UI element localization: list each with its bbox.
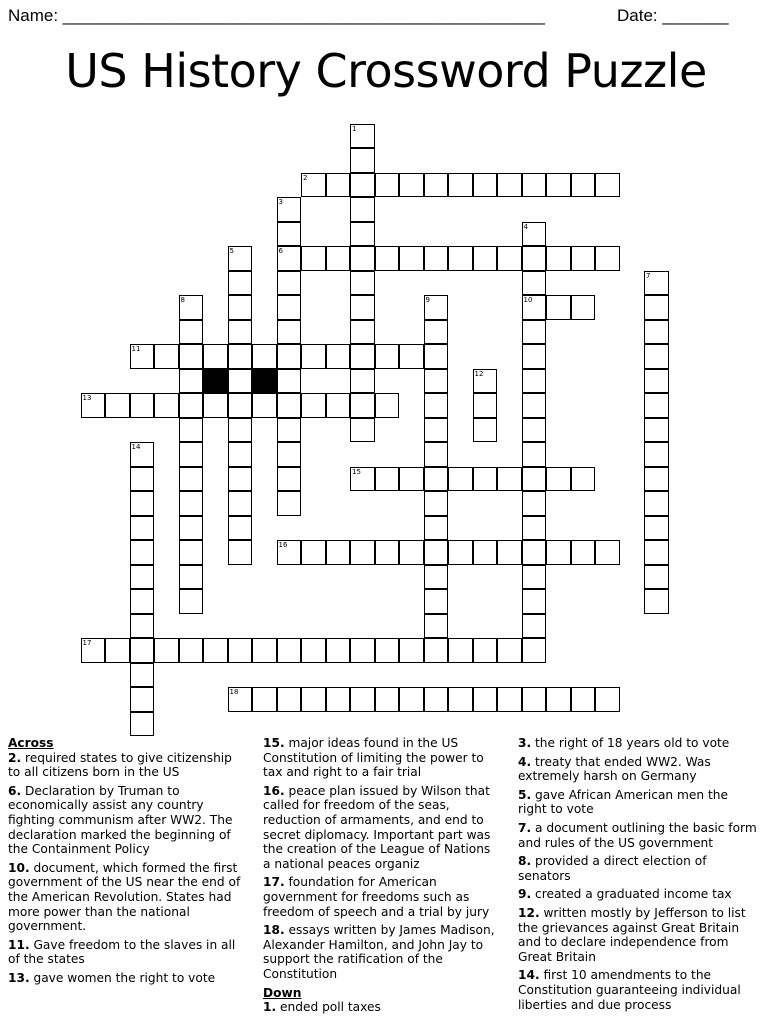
grid-cell[interactable] xyxy=(546,540,571,565)
grid-cell[interactable] xyxy=(105,393,130,418)
grid-cell[interactable] xyxy=(473,418,498,443)
grid-cell[interactable] xyxy=(326,540,351,565)
grid-cell[interactable] xyxy=(448,540,473,565)
grid-cell[interactable] xyxy=(179,565,204,590)
grid-cell[interactable] xyxy=(252,638,277,663)
grid-cell[interactable] xyxy=(179,344,204,369)
grid-cell[interactable] xyxy=(424,614,449,639)
grid-cell[interactable] xyxy=(497,467,522,492)
grid-cell[interactable] xyxy=(375,540,400,565)
grid-cell[interactable] xyxy=(644,442,669,467)
grid-cell[interactable] xyxy=(424,418,449,443)
grid-cell[interactable] xyxy=(301,173,326,198)
grid-cell[interactable] xyxy=(277,271,302,296)
grid-cell[interactable] xyxy=(522,638,547,663)
grid-cell[interactable] xyxy=(424,687,449,712)
down-clue-4: 4. treaty that ended WW2. Was extremely harsh on Germany xyxy=(518,754,711,784)
down-clue-14: 14. first 10 amendments to the Constitution guaranteeing individual liberties and due process xyxy=(518,968,741,1012)
grid-cell[interactable] xyxy=(350,467,375,492)
across-heading: Across xyxy=(8,736,54,750)
grid-cell[interactable] xyxy=(522,467,547,492)
grid-cell[interactable] xyxy=(277,246,302,271)
grid-cell[interactable] xyxy=(399,638,424,663)
grid-cell[interactable] xyxy=(350,369,375,394)
grid-cell[interactable] xyxy=(277,197,302,222)
grid-cell[interactable] xyxy=(644,393,669,418)
grid-cell[interactable] xyxy=(473,173,498,198)
grid-cell[interactable] xyxy=(228,369,253,394)
grid-cell[interactable] xyxy=(203,638,228,663)
grid-cell[interactable] xyxy=(644,320,669,345)
grid-cell[interactable] xyxy=(179,540,204,565)
across-clue-16: 16. peace plan issued by Wilson that called for freedom of the seas, reduction of armaments, and end to secret diplomacy. Important part was the creation of the League of Nations a national peaces organiz xyxy=(263,783,491,871)
grid-cell[interactable] xyxy=(424,344,449,369)
grid-cell[interactable] xyxy=(81,393,106,418)
grid-cell[interactable] xyxy=(424,516,449,541)
grid-cell[interactable] xyxy=(130,589,155,614)
grid-cell[interactable] xyxy=(522,369,547,394)
grid-cell[interactable] xyxy=(522,222,547,247)
grid-cell[interactable] xyxy=(522,173,547,198)
grid-cell[interactable] xyxy=(326,246,351,271)
grid-cell[interactable] xyxy=(522,565,547,590)
grid-cell[interactable] xyxy=(228,246,253,271)
down-clue-5: 5. gave African American men the right to vote xyxy=(518,787,728,817)
grid-cell[interactable] xyxy=(522,418,547,443)
grid-cell[interactable] xyxy=(571,246,596,271)
name-field[interactable]: Name: ___________________________________________________ xyxy=(8,6,545,25)
grid-cell[interactable] xyxy=(252,344,277,369)
grid-cell[interactable] xyxy=(130,565,155,590)
grid-cell[interactable] xyxy=(424,246,449,271)
grid-cell[interactable] xyxy=(179,369,204,394)
grid-cell[interactable] xyxy=(644,540,669,565)
grid-cell[interactable] xyxy=(277,491,302,516)
grid-cell[interactable] xyxy=(473,369,498,394)
grid-cell[interactable] xyxy=(546,173,571,198)
grid-cell[interactable] xyxy=(522,344,547,369)
black-square xyxy=(203,369,228,394)
grid-cell[interactable] xyxy=(571,467,596,492)
across-clue-18: 18. essays written by James Madison, Alexander Hamilton, and John Jay to support the ratification of the Constitution xyxy=(263,923,495,981)
grid-cell[interactable] xyxy=(179,491,204,516)
grid-cell[interactable] xyxy=(179,467,204,492)
grid-cell[interactable] xyxy=(571,687,596,712)
grid-cell[interactable] xyxy=(277,540,302,565)
grid-cell[interactable] xyxy=(448,246,473,271)
grid-cell[interactable] xyxy=(130,687,155,712)
grid-cell[interactable] xyxy=(497,687,522,712)
across-clue-6: 6. Declaration by Truman to economically assist any country fighting communism after WW2. The declaration marked the beginning of the Containment Policy xyxy=(8,783,233,857)
clues-column-2 xyxy=(263,736,501,1019)
grid-cell[interactable] xyxy=(350,393,375,418)
down-clue-7: 7. a document outlining the basic form and rules of the US government xyxy=(518,820,757,850)
grid-cell[interactable] xyxy=(154,393,179,418)
grid-cell[interactable] xyxy=(546,687,571,712)
grid-cell[interactable] xyxy=(571,295,596,320)
clue-number: 1 xyxy=(352,124,357,133)
grid-cell[interactable] xyxy=(228,320,253,345)
grid-cell[interactable] xyxy=(228,491,253,516)
grid-cell[interactable] xyxy=(350,638,375,663)
grid-cell[interactable] xyxy=(424,638,449,663)
grid-cell[interactable] xyxy=(571,173,596,198)
grid-cell[interactable] xyxy=(546,467,571,492)
grid-cell[interactable] xyxy=(473,246,498,271)
grid-cell[interactable] xyxy=(644,344,669,369)
grid-cell[interactable] xyxy=(595,540,620,565)
grid-cell[interactable] xyxy=(522,442,547,467)
grid-cell[interactable] xyxy=(399,173,424,198)
clue-number: 11 xyxy=(131,345,141,353)
grid-cell[interactable] xyxy=(473,393,498,418)
grid-cell[interactable] xyxy=(448,687,473,712)
grid-cell[interactable] xyxy=(644,491,669,516)
grid-cell[interactable] xyxy=(130,491,155,516)
down-clue-8: 8. provided a direct election of senators xyxy=(518,854,707,883)
grid-cell[interactable] xyxy=(301,344,326,369)
grid-cell[interactable] xyxy=(130,393,155,418)
grid-cell[interactable] xyxy=(595,173,620,198)
across-clue-2: 2. required states to give citizenship to all citizens born in the US xyxy=(8,750,232,780)
grid-cell[interactable] xyxy=(644,516,669,541)
clue-number: 18 xyxy=(229,688,239,696)
grid-cell[interactable] xyxy=(228,393,253,418)
grid-cell[interactable] xyxy=(350,124,375,149)
grid-cell[interactable] xyxy=(130,344,155,369)
grid-cell[interactable] xyxy=(154,638,179,663)
grid-cell[interactable] xyxy=(130,712,155,737)
grid-cell[interactable] xyxy=(326,173,351,198)
grid-cell[interactable] xyxy=(424,491,449,516)
clue-number: 16 xyxy=(278,541,288,549)
grid-cell[interactable] xyxy=(179,516,204,541)
grid-cell[interactable] xyxy=(375,393,400,418)
grid-cell[interactable] xyxy=(277,638,302,663)
grid-cell[interactable] xyxy=(130,467,155,492)
grid-cell[interactable] xyxy=(179,393,204,418)
grid-cell[interactable] xyxy=(448,173,473,198)
grid-cell[interactable] xyxy=(644,418,669,443)
grid-cell[interactable] xyxy=(350,320,375,345)
grid-cell[interactable] xyxy=(522,687,547,712)
grid-cell[interactable] xyxy=(277,222,302,247)
grid-cell[interactable] xyxy=(473,687,498,712)
across-clue-15: 15. major ideas found in the US Constitution of limiting the power to tax and right to a fair trial xyxy=(263,736,484,780)
down-clue-9: 9. created a graduated income tax xyxy=(518,887,732,902)
grid-cell[interactable] xyxy=(375,467,400,492)
grid-cell[interactable] xyxy=(350,418,375,443)
grid-cell[interactable] xyxy=(424,369,449,394)
clue-number: 9 xyxy=(425,296,430,304)
clue-number: 13 xyxy=(82,394,92,402)
grid-cell[interactable] xyxy=(130,614,155,639)
across-clue-11: 11. Gave freedom to the slaves in all of the states xyxy=(8,937,236,967)
grid-cell[interactable] xyxy=(424,393,449,418)
grid-cell[interactable] xyxy=(375,173,400,198)
grid-cell[interactable] xyxy=(522,320,547,345)
clue-number: 15 xyxy=(352,467,361,476)
grid-cell[interactable] xyxy=(350,295,375,320)
across-clue-17: 17. foundation for American government for freedoms such as freedom of speech and a trial by jury xyxy=(263,875,490,919)
grid-cell[interactable] xyxy=(375,344,400,369)
clue-number: 7 xyxy=(646,271,651,280)
grid-cell[interactable] xyxy=(448,638,473,663)
black-square xyxy=(252,369,277,394)
across-clue-13: 13. gave women the right to vote xyxy=(8,970,216,985)
grid-cell[interactable] xyxy=(277,418,302,443)
grid-cell[interactable] xyxy=(277,687,302,712)
grid-cell[interactable] xyxy=(130,442,155,467)
grid-cell[interactable] xyxy=(130,540,155,565)
down-clue-1: 1. ended poll taxes xyxy=(263,1000,381,1015)
grid-cell[interactable] xyxy=(228,442,253,467)
grid-cell[interactable] xyxy=(546,246,571,271)
down-heading: Down xyxy=(263,985,302,1000)
grid-cell[interactable] xyxy=(595,246,620,271)
grid-cell[interactable] xyxy=(644,467,669,492)
grid-cell[interactable] xyxy=(228,638,253,663)
grid-cell[interactable] xyxy=(277,369,302,394)
clue-number: 4 xyxy=(523,222,528,231)
grid-cell[interactable] xyxy=(350,246,375,271)
grid-cell[interactable] xyxy=(228,467,253,492)
clue-number: 14 xyxy=(131,443,141,451)
down-clue-12: 12. written mostly by Jefferson to list the grievances against Great Britain and to declare independence from Great Britain xyxy=(518,905,746,964)
clue-number: 3 xyxy=(278,198,283,206)
grid-cell[interactable] xyxy=(326,393,351,418)
grid-cell[interactable] xyxy=(252,393,277,418)
grid-cell[interactable] xyxy=(522,516,547,541)
grid-cell[interactable] xyxy=(644,565,669,590)
grid-cell[interactable] xyxy=(399,344,424,369)
grid-cell[interactable] xyxy=(350,687,375,712)
page-title: US History Crossword Puzzle xyxy=(65,44,707,98)
date-field[interactable]: Date: _______ xyxy=(617,6,729,25)
grid-cell[interactable] xyxy=(424,589,449,614)
grid-cell[interactable] xyxy=(546,295,571,320)
grid-cell[interactable] xyxy=(473,638,498,663)
grid-cell[interactable] xyxy=(179,418,204,443)
grid-cell[interactable] xyxy=(277,442,302,467)
grid-cell[interactable] xyxy=(522,271,547,296)
grid-cell[interactable] xyxy=(130,638,155,663)
grid-cell[interactable] xyxy=(350,173,375,198)
grid-cell[interactable] xyxy=(644,295,669,320)
clue-number: 5 xyxy=(229,247,234,255)
grid-cell[interactable] xyxy=(424,295,449,320)
grid-cell[interactable] xyxy=(497,638,522,663)
grid-cell[interactable] xyxy=(228,516,253,541)
clues-column-3 xyxy=(518,736,758,1016)
clue-number: 17 xyxy=(82,639,92,647)
grid-cell[interactable] xyxy=(350,540,375,565)
grid-cell[interactable] xyxy=(203,393,228,418)
grid-cell[interactable] xyxy=(179,295,204,320)
grid-cell[interactable] xyxy=(179,320,204,345)
grid-cell[interactable] xyxy=(277,320,302,345)
clue-number: 6 xyxy=(278,247,283,255)
grid-cell[interactable] xyxy=(350,148,375,173)
grid-cell[interactable] xyxy=(522,540,547,565)
grid-cell[interactable] xyxy=(228,418,253,443)
grid-cell[interactable] xyxy=(350,197,375,222)
grid-cell[interactable] xyxy=(375,687,400,712)
grid-cell[interactable] xyxy=(277,295,302,320)
clues-column-1 xyxy=(8,736,246,990)
grid-cell[interactable] xyxy=(179,638,204,663)
grid-cell[interactable] xyxy=(644,271,669,296)
clue-number: 12 xyxy=(474,369,484,378)
grid-cell[interactable] xyxy=(399,687,424,712)
grid-cell[interactable] xyxy=(277,467,302,492)
grid-cell[interactable] xyxy=(130,516,155,541)
grid-cell[interactable] xyxy=(497,173,522,198)
grid-cell[interactable] xyxy=(375,638,400,663)
grid-cell[interactable] xyxy=(179,442,204,467)
grid-cell[interactable] xyxy=(301,540,326,565)
grid-cell[interactable] xyxy=(473,467,498,492)
grid-cell[interactable] xyxy=(424,442,449,467)
grid-cell[interactable] xyxy=(522,614,547,639)
grid-cell[interactable] xyxy=(277,344,302,369)
grid-cell[interactable] xyxy=(105,638,130,663)
grid-cell[interactable] xyxy=(228,344,253,369)
down-clue-3: 3. the right of 18 years old to vote xyxy=(518,736,730,750)
grid-cell[interactable] xyxy=(350,271,375,296)
grid-cell[interactable] xyxy=(595,687,620,712)
grid-cell[interactable] xyxy=(228,540,253,565)
clue-number: 8 xyxy=(180,296,185,304)
grid-cell[interactable] xyxy=(277,393,302,418)
grid-cell[interactable] xyxy=(301,246,326,271)
grid-cell[interactable] xyxy=(350,344,375,369)
grid-cell[interactable] xyxy=(448,467,473,492)
grid-cell[interactable] xyxy=(301,393,326,418)
grid-cell[interactable] xyxy=(497,246,522,271)
grid-cell[interactable] xyxy=(399,467,424,492)
grid-cell[interactable] xyxy=(179,589,204,614)
grid-cell[interactable] xyxy=(644,589,669,614)
grid-cell[interactable] xyxy=(228,295,253,320)
grid-cell[interactable] xyxy=(473,540,498,565)
grid-cell[interactable] xyxy=(424,173,449,198)
grid-cell[interactable] xyxy=(522,295,547,320)
grid-cell[interactable] xyxy=(522,589,547,614)
grid-cell[interactable] xyxy=(424,565,449,590)
grid-cell[interactable] xyxy=(326,638,351,663)
grid-cell[interactable] xyxy=(130,663,155,688)
grid-cell[interactable] xyxy=(522,246,547,271)
clue-number: 10 xyxy=(523,296,533,304)
clue-number: 2 xyxy=(303,173,308,182)
grid-cell[interactable] xyxy=(424,320,449,345)
grid-cell[interactable] xyxy=(228,271,253,296)
grid-cell[interactable] xyxy=(522,393,547,418)
grid-cell[interactable] xyxy=(301,638,326,663)
grid-cell[interactable] xyxy=(301,687,326,712)
grid-cell[interactable] xyxy=(203,344,228,369)
across-clue-10: 10. document, which formed the first government of the US near the end of the American Revolution. States had more power than the national government. xyxy=(8,860,241,934)
grid-cell[interactable] xyxy=(154,344,179,369)
grid-cell[interactable] xyxy=(252,687,277,712)
grid-cell[interactable] xyxy=(424,540,449,565)
grid-cell[interactable] xyxy=(375,246,400,271)
grid-cell[interactable] xyxy=(228,687,253,712)
grid-cell[interactable] xyxy=(81,638,106,663)
grid-cell[interactable] xyxy=(571,540,596,565)
grid-cell[interactable] xyxy=(326,344,351,369)
grid-cell[interactable] xyxy=(350,222,375,247)
grid-cell[interactable] xyxy=(497,540,522,565)
grid-cell[interactable] xyxy=(424,467,449,492)
grid-cell[interactable] xyxy=(522,491,547,516)
grid-cell[interactable] xyxy=(399,540,424,565)
grid-cell[interactable] xyxy=(326,687,351,712)
grid-cell[interactable] xyxy=(644,369,669,394)
grid-cell[interactable] xyxy=(399,246,424,271)
